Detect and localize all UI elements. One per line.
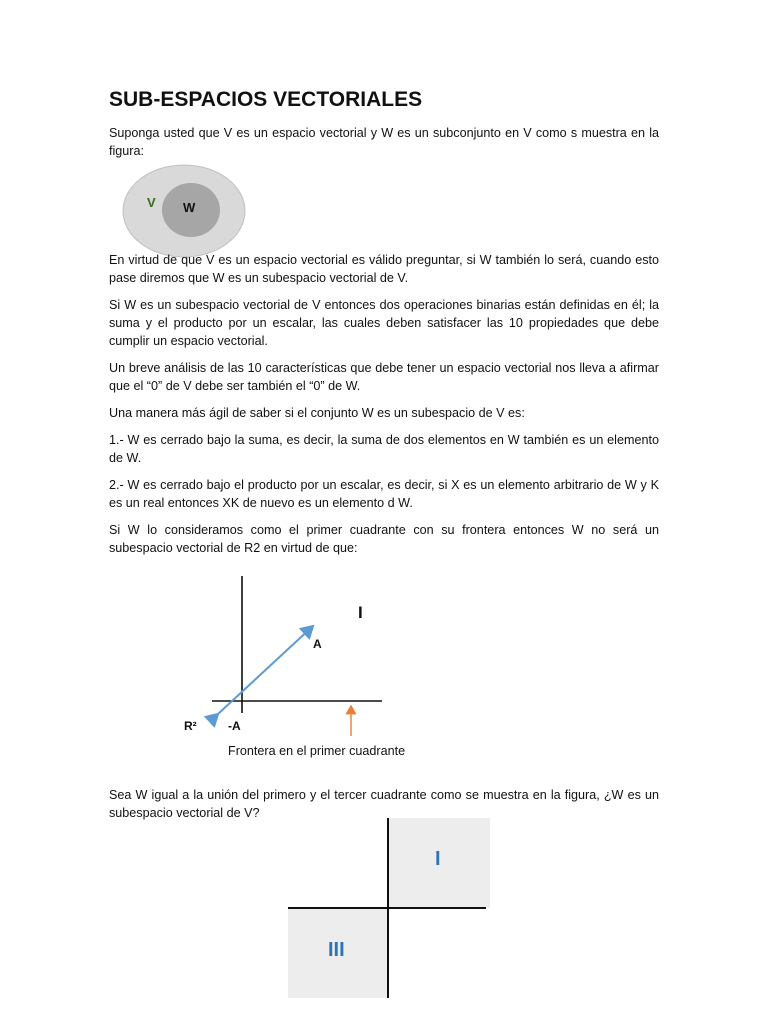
set-w-label: W xyxy=(183,200,196,215)
paragraph-zero: Un breve análisis de las 10 características que debe tener un espacio vectorial nos lleva a afirmar que el “0” de V debe ser también el “0” de W. xyxy=(109,361,659,393)
figure-caption: Frontera en el primer cuadrante xyxy=(228,744,406,758)
region-i-label: I xyxy=(435,848,441,870)
paragraph-union: Sea W igual a la unión del primero y el tercer cuadrante como se muestra en la figura, ¿W es un subespacio vectorial de V? xyxy=(109,788,659,820)
vector-a-label: A xyxy=(313,637,322,651)
page-title: SUB-ESPACIOS VECTORIALES xyxy=(109,88,423,111)
first-quadrant-figure xyxy=(170,568,430,768)
r2-label: R² xyxy=(184,719,197,733)
criterion-scalar: 2.- W es cerrado bajo el producto por un escalar, es decir, si X es un elemento arbitrario de W y K es un real entonces XK de nuevo es un elemento d W. xyxy=(109,478,659,510)
paragraph-operations: Si W es un subespacio vectorial de V entonces dos operaciones binarias están definidas en él; la suma y el producto por un escalar, las cuales deben satisfacer las 10 propiedades que debe cumplir un espacio vectorial. xyxy=(109,298,659,348)
criterion-sum: 1.- W es cerrado bajo la suma, es decir, la suma de dos elementos en W también es un elemento de W. xyxy=(109,433,659,465)
paragraph-first-quadrant: Si W lo consideramos como el primer cuadrante con su frontera entonces W no será un subespacio vectorial de R2 en virtud de que: xyxy=(109,523,659,555)
quadrant-i-label: I xyxy=(358,603,363,622)
set-v-label: V xyxy=(147,195,156,210)
venn-diagram xyxy=(118,162,250,260)
paragraph-criteria: Una manera más ágil de saber si el conjunto W es un subespacio de V es: xyxy=(109,406,525,420)
paragraph-intro: Suponga usted que V es un espacio vectorial y W es un subconjunto en V como s muestra en la figura: xyxy=(109,126,659,158)
quadrant-union-figure xyxy=(280,812,495,1002)
paragraph-question: En virtud de que V es un espacio vectorial es válido preguntar, si W también lo será, cuando esto pase diremos que W es un subespacio vectorial de V. xyxy=(109,253,659,285)
vector-minus-a-label: -A xyxy=(228,719,241,733)
region-iii-label: III xyxy=(328,939,345,961)
